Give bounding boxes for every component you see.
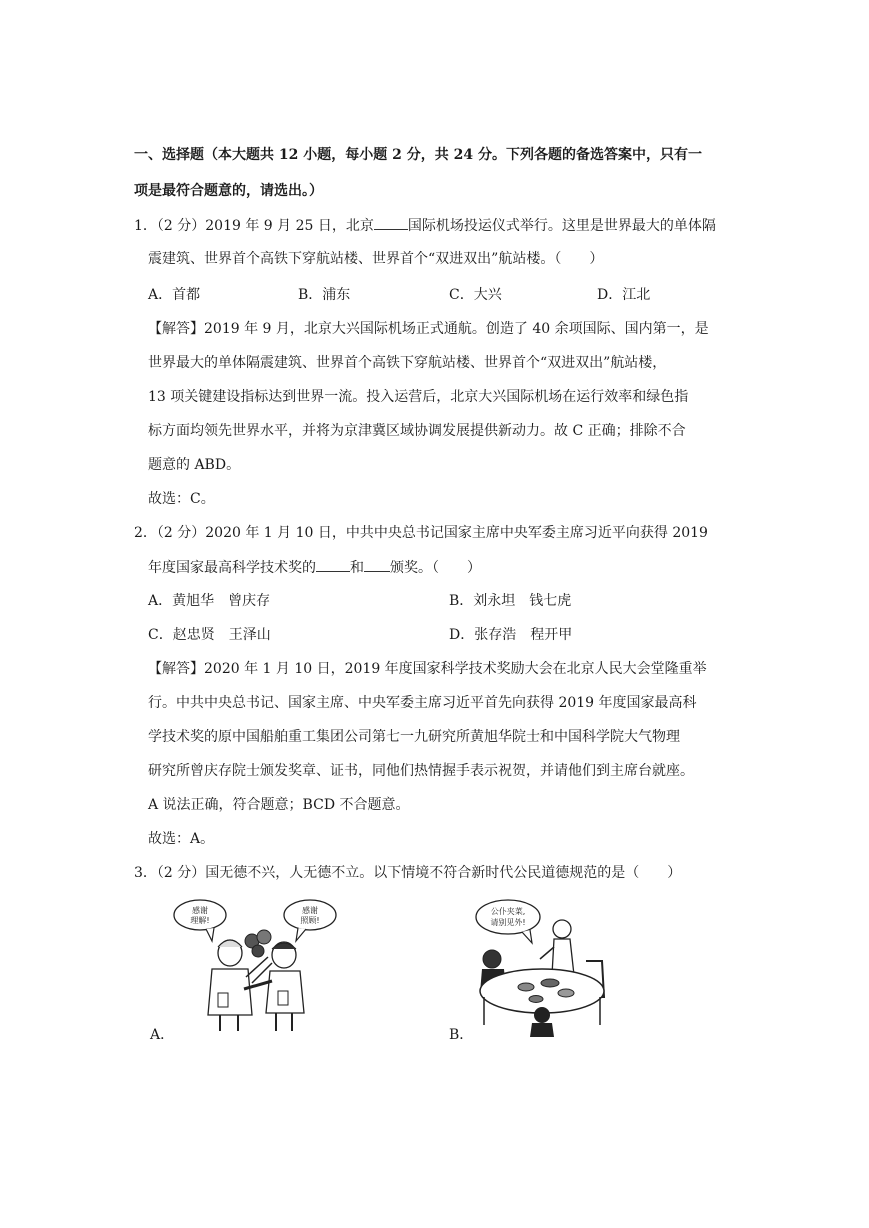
- q3-option-a-label: A．: [150, 1027, 175, 1043]
- q2-option-b: B．刘永坦 钱七虎: [449, 593, 572, 609]
- q1-explain-line-3: 13 项关键建设指标达到世界一流。投入运营后，北京大兴国际机场在运行效率和绿色指: [148, 389, 689, 405]
- q1-option-a: A．首都: [148, 287, 201, 303]
- q1-stem-line-2: 震建筑、世界首个高铁下穿航站楼、世界首个“双进双出”航站楼。（ ）: [148, 251, 604, 267]
- q1-stem-line-1: [134, 215, 716, 236]
- q2-stem-line-2: [148, 557, 481, 578]
- svg-text:感谢: 感谢: [192, 906, 208, 915]
- q2-explain-line-4: 研究所曾庆存院士颁发奖章、证书，同他们热情握手表示祝贺，并请他们到主席台就座。: [148, 763, 694, 779]
- q1-answer: 故选：C。: [148, 491, 215, 507]
- q2-blank-2: [364, 557, 390, 572]
- q1-blank: [374, 215, 408, 230]
- q1-explain-line-5: 题意的 ABD。: [148, 457, 241, 473]
- q2-stem-part-a: 年度国家最高科学技术奖的: [148, 560, 316, 576]
- q1-explain-line-2: 世界最大的单体隔震建筑、世界首个高铁下穿航站楼、世界首个“双进双出”航站楼，: [148, 355, 667, 371]
- q2-option-a: A．黄旭华 曾庆存: [148, 593, 271, 609]
- q2-explain-line-3: 学技术奖的原中国船舶重工集团公司第七一九研究所黄旭华院士和中国科学院大气物理: [148, 729, 680, 745]
- q2-stem-line-1: 2．（2 分）2020 年 1 月 10 日，中共中央总书记国家主席中央军委主席习近平向获得 2019: [134, 525, 708, 541]
- q2-explain-line-5: A 说法正确，符合题意；BCD 不合题意。: [148, 797, 410, 813]
- q2-option-d: D．张存浩 程开甲: [449, 627, 573, 643]
- q1-stem-part-a: 1．（2 分）2019 年 9 月 25 日，北京: [134, 218, 374, 234]
- svg-text:公仆夹菜,: 公仆夹菜,: [490, 907, 526, 916]
- svg-text:照顾!: 照顾!: [300, 916, 320, 925]
- q1-option-c: C．大兴: [449, 287, 502, 303]
- q2-explain-line-1: 【解答】2020 年 1 月 10 日，2019 年度国家科学技术奖励大会在北京人民大会堂隆重举: [148, 661, 707, 677]
- q3-option-a-illustration: [172, 897, 340, 1035]
- q2-blank-1: [316, 557, 350, 572]
- q3-option-b-illustration: [470, 897, 618, 1037]
- q1-stem-part-b: 国际机场投运仪式举行。这里是世界最大的单体隔: [407, 218, 716, 234]
- q1-option-d: D．江北: [597, 287, 651, 303]
- q2-stem-part-c: 颁奖。（ ）: [390, 560, 481, 576]
- q3-stem-line-1: 3．（2 分）国无德不兴，人无德不立。以下情境不符合新时代公民道德规范的是（ ）: [134, 865, 682, 881]
- section-heading-line-2: 项是最符合题意的，请选出。）: [134, 183, 323, 199]
- q2-answer: 故选：A。: [148, 831, 215, 847]
- q1-explain-line-4: 标方面均领先世界水平，并将为京津冀区域协调发展提供新动力。故 C 正确；排除不合: [148, 423, 686, 439]
- q1-option-b: B．浦东: [298, 287, 351, 303]
- q2-stem-part-b: 和: [350, 560, 364, 576]
- q2-option-c: C．赵忠贤 王泽山: [148, 627, 271, 643]
- svg-text:感谢: 感谢: [302, 906, 318, 915]
- q1-explain-line-1: 【解答】2019 年 9 月，北京大兴国际机场正式通航。创造了 40 余项国际、国内第一，是: [148, 321, 709, 337]
- svg-text:请别见外!: 请别见外!: [490, 918, 526, 927]
- svg-text:理解!: 理解!: [190, 916, 210, 925]
- q2-explain-line-2: 行。中共中央总书记、国家主席、中央军委主席习近平首先向获得 2019 年度国家最高科: [148, 695, 697, 711]
- section-heading-line-1: 一、选择题（本大题共 12 小题，每小题 2 分，共 24 分。下列各题的备选答案中，只有一: [134, 147, 702, 163]
- q3-option-b-label: B．: [449, 1027, 474, 1043]
